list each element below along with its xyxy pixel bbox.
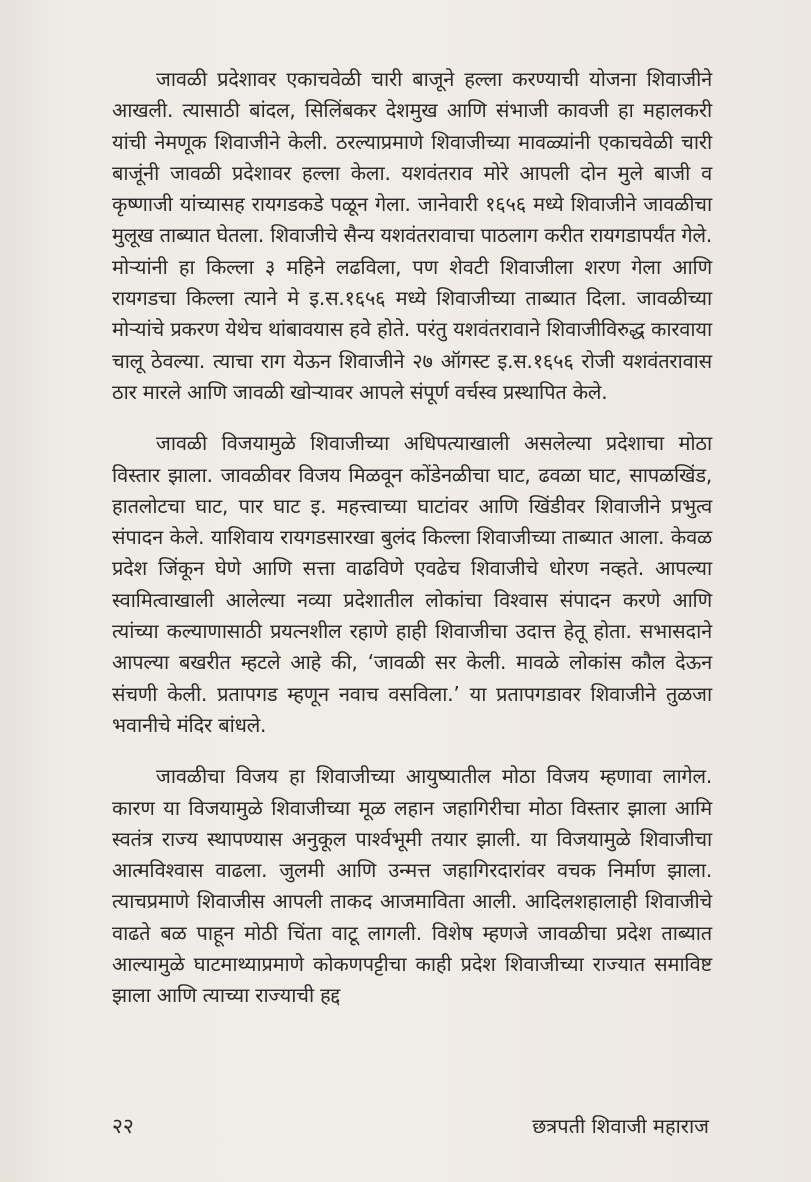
page-body [112,64,712,1032]
running-footer-title: छत्रपती शिवाजी महाराज [532,1114,709,1138]
paragraph-1: जावळी प्रदेशावर एकाचवेळी चारी बाजूने हल्ला करण्याची योजना शिवाजीने आखली. त्यासाठी बांदल, सिलिंबकर देशमुख आणि संभाजी कावजी हा महालकरी यांची नेमणूक शिवाजीने केली. ठरल्याप्रमाणे शिवाजीच्या मावळ्यांनी एकाचवेळी चारी बाजूंनी जावळी प्रदेशावर हल्ला केला. यशवंतराव मोरे आपली दोन मुले बाजी व कृष्णाजी यांच्यासह रायगडकडे पळून गेला. जानेवारी १६५६ मध्ये शिवाजीने जावळीचा मुलूख ताब्यात घेतला. शिवाजीचे सैन्य यशवंतरावाचा पाठलाग करीत रायगडापर्यंत गेले. मोऱ्यांनी हा किल्ला ३ महिने लढविला, पण शेवटी शिवाजीला शरण गेला आणि रायगडचा किल्ला त्याने मे इ.स.१६५६ मध्ये शिवाजीच्या ताब्यात दिला. जावळीच्या मोऱ्यांचे प्रकरण येथेच थांबावयास हवे होते. परंतु यशवंतरावाने शिवाजीविरुद्ध कारवाया चालू ठेवल्या. त्याचा राग येऊन शिवाजीने २७ ऑगस्ट इ.स.१६५६ रोजी यशवंतरावास ठार मारले आणि जावळी खोऱ्यावर आपले संपूर्ण वर्चस्व प्रस्थापित केले. [112,67,712,404]
paragraph-3: जावळीचा विजय हा शिवाजीच्या आयुष्यातील मोठा विजय म्हणावा लागेल. कारण या विजयामुळे शिवाजीच्या मूळ लहान जहागिरीचा मोठा विस्तार झाला आमि स्वतंत्र राज्य स्थापण्यास अनुकूल पार्श्वभूमी तयार झाली. या विजयामुळे शिवाजीचा आत्मविश्वास वाढला. जुलमी आणि उन्मत्त जहागिरदारांवर वचक निर्माण झाला. त्याचप्रमाणे शिवाजीस आपली ताकद आजमाविता आली. आदिलशहालाही शिवाजीचे वाढते बळ पाहून मोठी चिंता वाटू लागली. विशेष म्हणजे जावळीचा प्रदेश ताब्यात आल्यामुळे घाटमाथ्याप्रमाणे कोकणपट्टीचा काही प्रदेश शिवाजीच्या राज्यात समाविष्ट झाला आणि त्याच्या राज्याची हद्द [112,764,712,1008]
page-number: २२ [112,1114,134,1138]
paragraph-2: जावळी विजयामुळे शिवाजीच्या अधिपत्याखाली असलेल्या प्रदेशाचा मोठा विस्तार झाला. जावळीवर विजय मिळवून कोंडेनळीचा घाट, ढवळा घाट, सापळखिंड, हातलोटचा घाट, पार घाट इ. महत्त्वाच्या घाटांवर आणि खिंडीवर शिवाजीने प्रभुत्व संपादन केले. याशिवाय रायगडसारखा बुलंद किल्ला शिवाजीच्या ताब्यात आला. केवळ प्रदेश जिंकून घेणे आणि सत्ता वाढविणे एवढेच शिवाजीचे धोरण नव्हते. आपल्या स्वामित्वाखाली आलेल्या नव्या प्रदेशातील लोकांचा विश्वास संपादन करणे आणि त्यांच्या कल्याणासाठी प्रयत्नशील रहाणे हाही शिवाजीचा उदात्त हेतू होता. सभासदाने आपल्या बखरीत म्हटले आहे की, ‘जावळी सर केली. मावळे लोकांस कौल देऊन संचणी केली. प्रतापगड म्हणून नवाच वसविला.’ या प्रतापगडावर शिवाजीने तुळजा भवानीचे मंदिर बांधले. [112,431,712,737]
